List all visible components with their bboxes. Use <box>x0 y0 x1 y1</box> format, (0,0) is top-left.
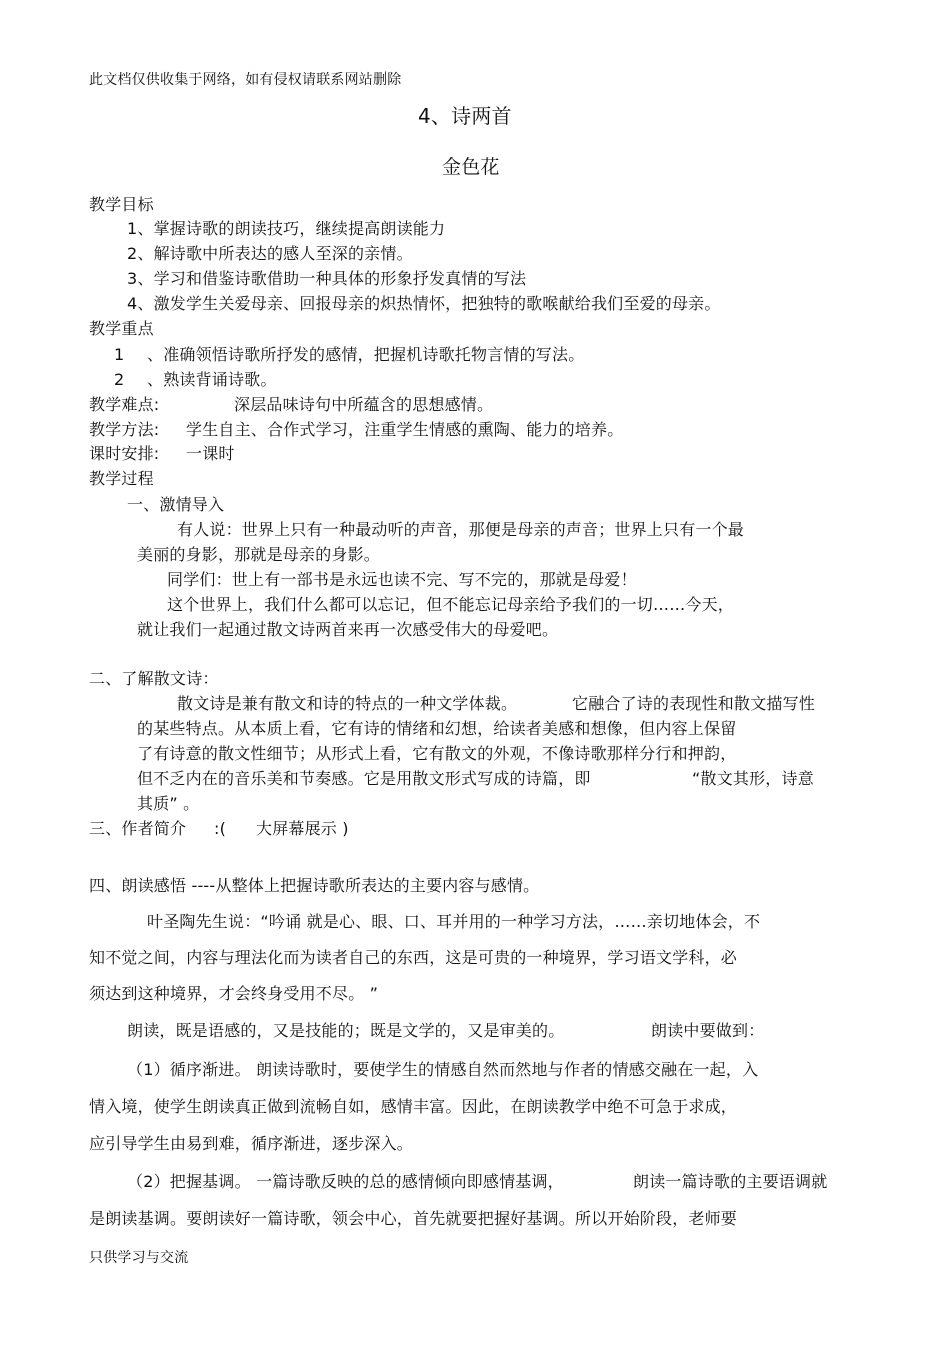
paragraph-line: “散文其形，诗意 <box>692 769 814 788</box>
keypoint-number: 1 <box>114 345 125 364</box>
goal-item: 1、掌握诗歌的朗读技巧，继续提高朗读能力 <box>127 219 446 238</box>
paragraph-line: 朗读一篇诗歌的主要语调就 <box>633 1172 828 1191</box>
section-heading: 四、朗读感悟 ----从整体上把握诗歌所表达的主要内容与感情。 <box>89 876 540 895</box>
section-heading: 一、激情导入 <box>127 495 225 514</box>
paragraph-line: （2）把握基调。 一篇诗歌反映的总的感情倾向即感情基调， <box>127 1172 564 1191</box>
paragraph-line: 应引导学生由易到难，循序渐进，逐步深入。 <box>89 1134 414 1153</box>
schedule-value: 一课时 <box>186 444 235 463</box>
paragraph-line: 朗读中要做到： <box>651 1021 765 1040</box>
goal-item: 4、激发学生关爱母亲、回报母亲的炽热情怀，把独特的歌喉献给我们至爱的母亲。 <box>127 294 721 313</box>
paragraph-line: 叶圣陶先生说：“吟诵 就是心、眼、口、耳并用的一种学习方法，……亲切地体会，不 <box>147 912 761 931</box>
paragraph-line: 有人说：世界上只有一种最动听的声音，那便是母亲的声音；世界上只有一个最 <box>177 520 745 539</box>
paragraph-line: 的某些特点。从本质上看，它有诗的情绪和幻想，给读者美感和想像，但内容上保留 <box>137 719 737 738</box>
paragraph-line: （1）循序渐进。 朗读诗歌时，要使学生的情感自然而然地与作者的情感交融在一起，入 <box>127 1060 759 1079</box>
section-heading-part: 大屏幕展示 ) <box>256 819 349 838</box>
footer-note: 只供学习与交流 <box>89 1250 189 1266</box>
paragraph-line: 散文诗是兼有散文和诗的特点的一种文学体裁。 <box>177 694 518 713</box>
paragraph-line: 美丽的身影，那就是母亲的身影。 <box>137 545 381 564</box>
difficulty-value: 深层品味诗句中所蕴含的思想感情。 <box>234 395 494 414</box>
section-heading-part: :( <box>214 819 227 838</box>
keypoint-text: 、熟读背诵诗歌。 <box>147 370 277 389</box>
process-heading: 教学过程 <box>89 469 154 488</box>
goals-heading: 教学目标 <box>89 195 154 214</box>
header-disclaimer: 此文档仅供收集于网络，如有侵权请联系网站删除 <box>89 72 402 88</box>
keypoints-heading: 教学重点 <box>89 319 154 338</box>
schedule-label: 课时安排: <box>89 444 160 463</box>
paragraph-line: 情入境，使学生朗读真正做到流畅自如，感情丰富。因此，在朗读教学中绝不可急于求成， <box>89 1097 738 1116</box>
section-heading: 二、了解散文诗： <box>89 669 219 688</box>
poem-subtitle: 金色花 <box>442 156 500 178</box>
keypoint-number: 2 <box>114 370 125 389</box>
paragraph-line: 这个世界上，我们什么都可以忘记，但不能忘记母亲给予我们的一切……今天， <box>167 595 735 614</box>
paragraph-line: 就让我们一起通过散文诗两首来再一次感受伟大的母爱吧。 <box>137 620 559 639</box>
section-heading: 三、作者简介 <box>89 819 187 838</box>
paragraph-line: 同学们：世上有一部书是永远也读不完、写不完的，那就是母爱！ <box>167 570 637 589</box>
goal-item: 3、学习和借鉴诗歌借助一种具体的形象抒发真情的写法 <box>127 269 527 288</box>
method-value: 学生自主、合作式学习，注重学生情感的熏陶、能力的培养。 <box>186 420 624 439</box>
paragraph-line: 它融合了诗的表现性和散文描写性 <box>572 694 816 713</box>
paragraph-line: 其质” 。 <box>137 794 200 813</box>
keypoint-text: 、准确领悟诗歌所抒发的感情，把握机诗歌托物言情的写法。 <box>147 345 585 364</box>
paragraph-line: 须达到这种境界，才会终身受用不尽。 ” <box>89 984 379 1003</box>
goal-item: 2、解诗歌中所表达的感人至深的亲情。 <box>127 244 413 263</box>
paragraph-line: 是朗读基调。要朗读好一篇诗歌，领会中心，首先就要把握好基调。所以开始阶段，老师要 <box>89 1209 738 1228</box>
paragraph-line: 但不乏内在的音乐美和节奏感。它是用散文形式写成的诗篇，即 <box>137 769 591 788</box>
method-label: 教学方法: <box>89 420 160 439</box>
paragraph-line: 了有诗意的散文性细节；从形式上看，它有散文的外观，不像诗歌那样分行和押韵， <box>137 744 737 763</box>
paragraph-line: 知不觉之间，内容与理法化而为读者自己的东西，这是可贵的一种境界，学习语文学科，必 <box>89 948 738 967</box>
difficulty-label: 教学难点: <box>89 395 160 414</box>
document-title: 4、诗两首 <box>418 104 512 128</box>
paragraph-line: 朗读，既是语感的，又是技能的；既是文学的，又是审美的。 <box>127 1021 565 1040</box>
